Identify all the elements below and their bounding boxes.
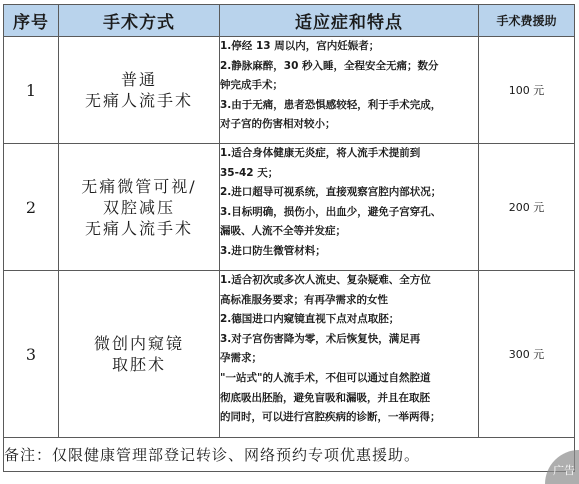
- feature-line: 2.进口超导可视系统，直接观察宫腔内部状况；: [220, 186, 442, 199]
- feature-line: 3.对子宫伤害降为零，术后恢复快，满足再: [220, 332, 421, 345]
- feature-line: 对子宫的伤害相对较小；: [220, 118, 336, 131]
- fee-table: [3, 4, 575, 472]
- ad-badge-label: 广告: [553, 464, 575, 477]
- header-features: 适应症和特点: [220, 5, 479, 37]
- method-line: 无痛人流手术: [84, 218, 193, 238]
- method-line: 普通: [120, 70, 157, 89]
- row-method: [59, 144, 220, 271]
- note-text: 备注：仅限健康管理部登记转诊、网络预约专项优惠援助。: [4, 438, 575, 472]
- note-row: [4, 438, 575, 472]
- method-line: 微创内窥镜: [93, 334, 184, 353]
- feature-line: 漏吸、人流不全等并发症；: [220, 225, 346, 238]
- feature-line: 35-42 天；: [220, 166, 279, 179]
- header-method: 手术方式: [59, 5, 220, 37]
- feature-line: "一站式"的人流手术，不但可以通过自然腔道: [220, 371, 431, 384]
- row-price: 100 元: [479, 37, 575, 144]
- feature-line: 的同时，可以进行宫腔疾病的诊断，一举两得；: [220, 411, 441, 424]
- table-row: [4, 271, 575, 438]
- method-line: 无痛人流手术: [84, 91, 193, 110]
- header-row: [4, 5, 575, 37]
- feature-line: 钟完成手术；: [220, 79, 283, 92]
- feature-line: 2.德国进口内窥镜直视下点对点取胚；: [220, 313, 400, 326]
- feature-line: 1.停经 13 周以内，宫内妊娠者；: [220, 40, 380, 52]
- feature-line: 2.静脉麻醉，30 秒入睡，全程安全无痛；数分: [220, 59, 439, 72]
- header-index: 序号: [4, 5, 59, 37]
- method-line: 无痛微管可视/: [81, 176, 197, 196]
- feature-line: 3.进口防生微管材料；: [220, 244, 326, 257]
- method-line: 取胚术: [111, 355, 166, 374]
- row-price: 300 元: [479, 271, 575, 438]
- table-row: [4, 37, 575, 144]
- method-line: 双腔减压: [102, 197, 175, 217]
- feature-line: 3.目标明确，损伤小，出血少，避免子宫穿孔、: [220, 205, 442, 218]
- row-method: [59, 37, 220, 144]
- row-index: 2: [4, 144, 59, 271]
- row-features: [220, 144, 479, 271]
- feature-line: 彻底吸出胚胎，避免盲吸和漏吸，并且在取胚: [220, 391, 430, 404]
- feature-line: 3.由于无痛，患者恐惧感较轻，利于手术完成，: [220, 98, 442, 111]
- table-row: [4, 144, 575, 271]
- row-price: 200 元: [479, 144, 575, 271]
- header-fee: 手术费援助: [479, 5, 575, 37]
- feature-line: 高标准服务要求；有再孕需求的女性: [220, 293, 388, 306]
- feature-line: 孕需求；: [220, 352, 262, 365]
- feature-line: 1.适合身体健康无炎症，将人流手术提前到: [220, 147, 421, 159]
- feature-line: 1.适合初次或多次人流史、复杂疑难、全方位: [220, 274, 431, 286]
- row-method: [59, 271, 220, 438]
- row-index: 1: [4, 37, 59, 144]
- row-features: [220, 271, 479, 438]
- row-index: 3: [4, 271, 59, 438]
- row-features: [220, 37, 479, 144]
